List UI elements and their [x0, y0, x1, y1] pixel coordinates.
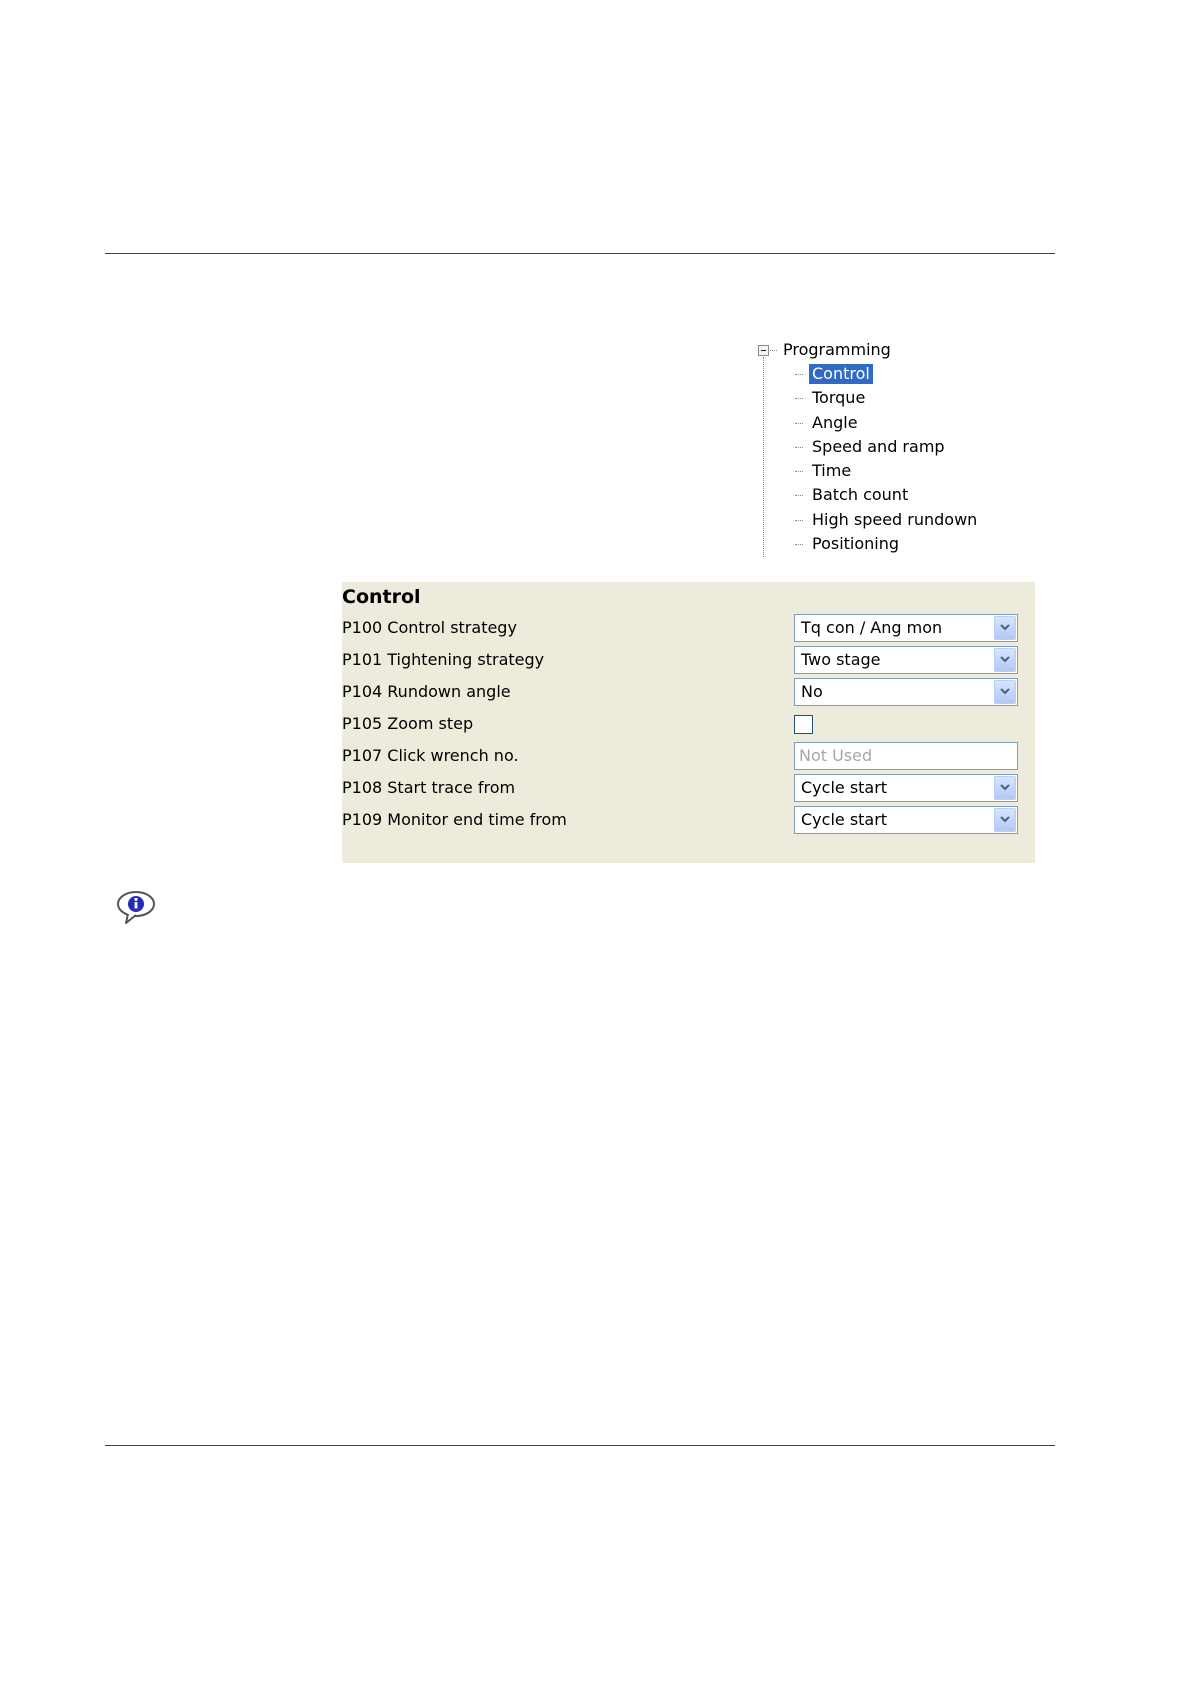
control-panel: [342, 582, 1035, 863]
chevron-down-icon[interactable]: [994, 808, 1016, 832]
param-label: P101 Tightening strategy: [342, 650, 545, 669]
dropdown-value: Two stage: [801, 650, 881, 669]
param-row-p108: [342, 774, 1035, 802]
start-trace-dropdown[interactable]: [794, 774, 1018, 802]
top-divider: [105, 253, 1055, 254]
dropdown-value: Tq con / Ang mon: [801, 618, 943, 637]
click-wrench-input[interactable]: [794, 742, 1018, 770]
dropdown-value: No: [801, 682, 823, 701]
param-label: P105 Zoom step: [342, 714, 474, 733]
collapse-icon[interactable]: [758, 345, 769, 356]
param-label: P108 Start trace from: [342, 778, 516, 797]
chevron-down-icon[interactable]: [994, 776, 1016, 800]
tree-connector: [770, 350, 777, 351]
tree-item-label: Torque: [812, 388, 866, 408]
tree-item-label: Time: [812, 461, 852, 481]
dropdown-value: Cycle start: [801, 778, 888, 797]
tree-item-label: Control: [809, 364, 873, 384]
param-row-p107: [342, 742, 1035, 770]
bottom-divider: [105, 1445, 1055, 1446]
monitor-end-time-dropdown[interactable]: [794, 806, 1018, 834]
control-strategy-dropdown[interactable]: [794, 614, 1018, 642]
chevron-down-icon[interactable]: [994, 680, 1016, 704]
param-label: P100 Control strategy: [342, 618, 517, 637]
tree-item-label: High speed rundown: [812, 509, 978, 529]
panel-title: Control: [342, 586, 421, 608]
tree-root-programming[interactable]: Programming: [783, 340, 891, 359]
param-row-p109: [342, 806, 1035, 834]
param-label: P109 Monitor end time from: [342, 810, 567, 829]
tightening-strategy-dropdown[interactable]: [794, 646, 1018, 674]
param-row-p104: [342, 678, 1035, 706]
tree-item-label: Batch count: [812, 485, 909, 505]
info-icon: [116, 890, 158, 926]
tree-item-label: Speed and ramp: [812, 436, 945, 456]
zoom-step-checkbox[interactable]: [794, 715, 813, 734]
tree-guide-line: [763, 357, 764, 557]
chevron-down-icon[interactable]: [994, 648, 1016, 672]
navigation-tree: [758, 338, 998, 560]
param-label: P104 Rundown angle: [342, 682, 511, 701]
dropdown-value: Cycle start: [801, 810, 888, 829]
tree-item-label: Angle: [812, 412, 858, 432]
rundown-angle-dropdown[interactable]: [794, 678, 1018, 706]
param-row-p101: [342, 646, 1035, 674]
param-row-p100: [342, 614, 1035, 642]
input-placeholder: Not Used: [799, 746, 873, 765]
tree-item-label: Positioning: [812, 534, 900, 554]
chevron-down-icon[interactable]: [994, 616, 1016, 640]
param-row-p105: [342, 710, 1035, 738]
param-label: P107 Click wrench no.: [342, 746, 519, 765]
